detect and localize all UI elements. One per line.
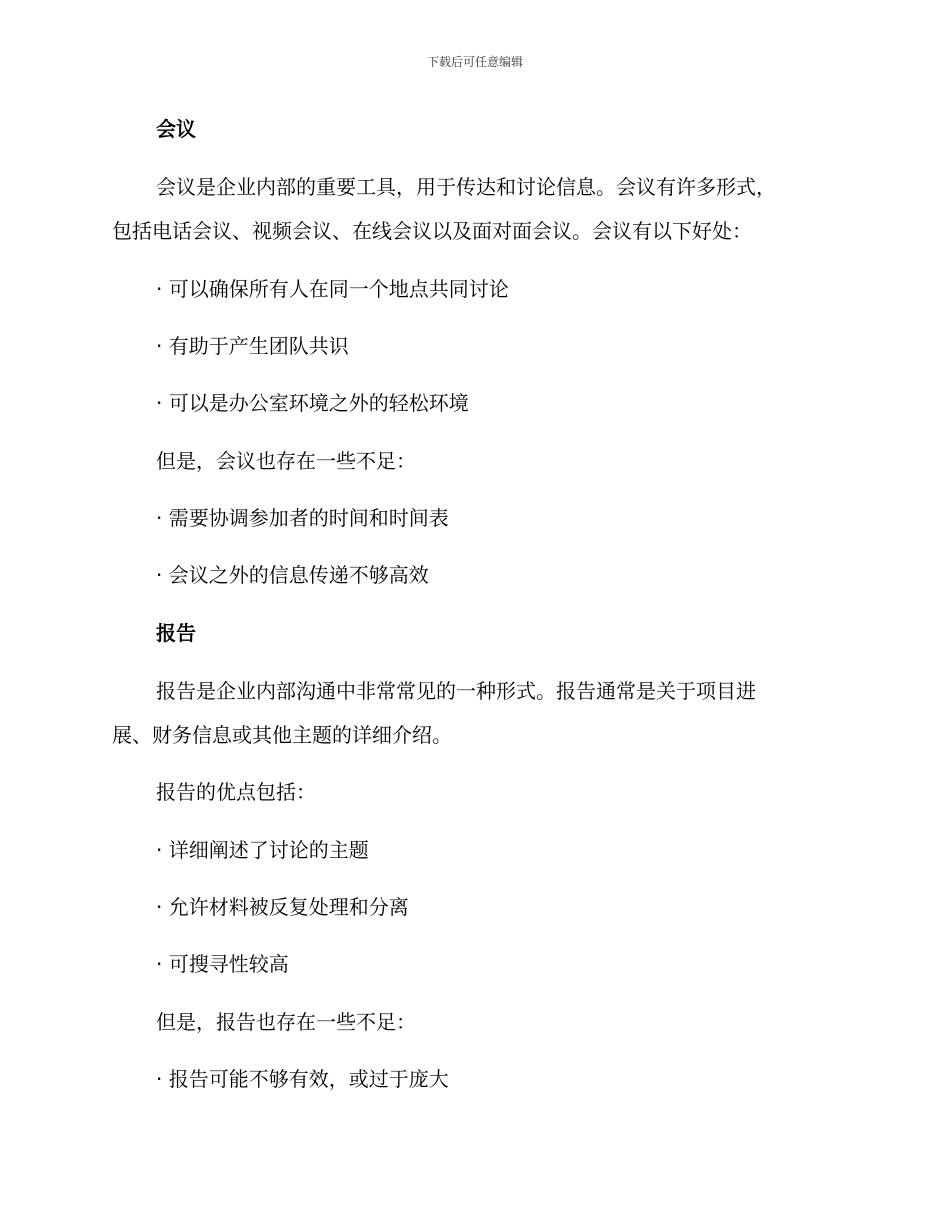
page-header: 下载后可任意编辑 bbox=[426, 55, 523, 69]
meeting-pro-item: · 可以确保所有人在同一个地点共同讨论 bbox=[156, 277, 509, 301]
section-heading-report: 报告 bbox=[156, 621, 196, 645]
meeting-pro-item: · 可以是办公室环境之外的轻松环境 bbox=[156, 391, 469, 415]
report-pro-item: · 详细阐述了讨论的主题 bbox=[156, 838, 369, 862]
report-pros-intro: 报告的优点包括： bbox=[156, 780, 316, 804]
report-pro-item: · 可搜寻性较高 bbox=[156, 952, 289, 976]
report-pro-item: · 允许材料被反复处理和分离 bbox=[156, 895, 409, 919]
report-intro-line-1: 报告是企业内部沟通中非常常见的一种形式。报告通常是关于项目进 bbox=[156, 679, 756, 703]
report-cons-intro: 但是，报告也存在一些不足： bbox=[156, 1010, 416, 1034]
meeting-intro-line-1: 会议是企业内部的重要工具，用于传达和讨论信息。会议有许多形式， bbox=[156, 175, 776, 199]
meeting-con-item: · 会议之外的信息传递不够高效 bbox=[156, 563, 429, 587]
meeting-cons-intro: 但是，会议也存在一些不足： bbox=[156, 449, 416, 473]
section-heading-meeting: 会议 bbox=[156, 117, 196, 141]
meeting-con-item: · 需要协调参加者的时间和时间表 bbox=[156, 506, 449, 530]
report-intro-line-2: 展、财务信息或其他主题的详细介绍。 bbox=[112, 723, 452, 747]
meeting-pro-item: · 有助于产生团队共识 bbox=[156, 334, 349, 358]
report-con-item: · 报告可能不够有效，或过于庞大 bbox=[156, 1067, 449, 1091]
meeting-intro-line-2: 包括电话会议、视频会议、在线会议以及面对面会议。会议有以下好处： bbox=[112, 219, 752, 243]
